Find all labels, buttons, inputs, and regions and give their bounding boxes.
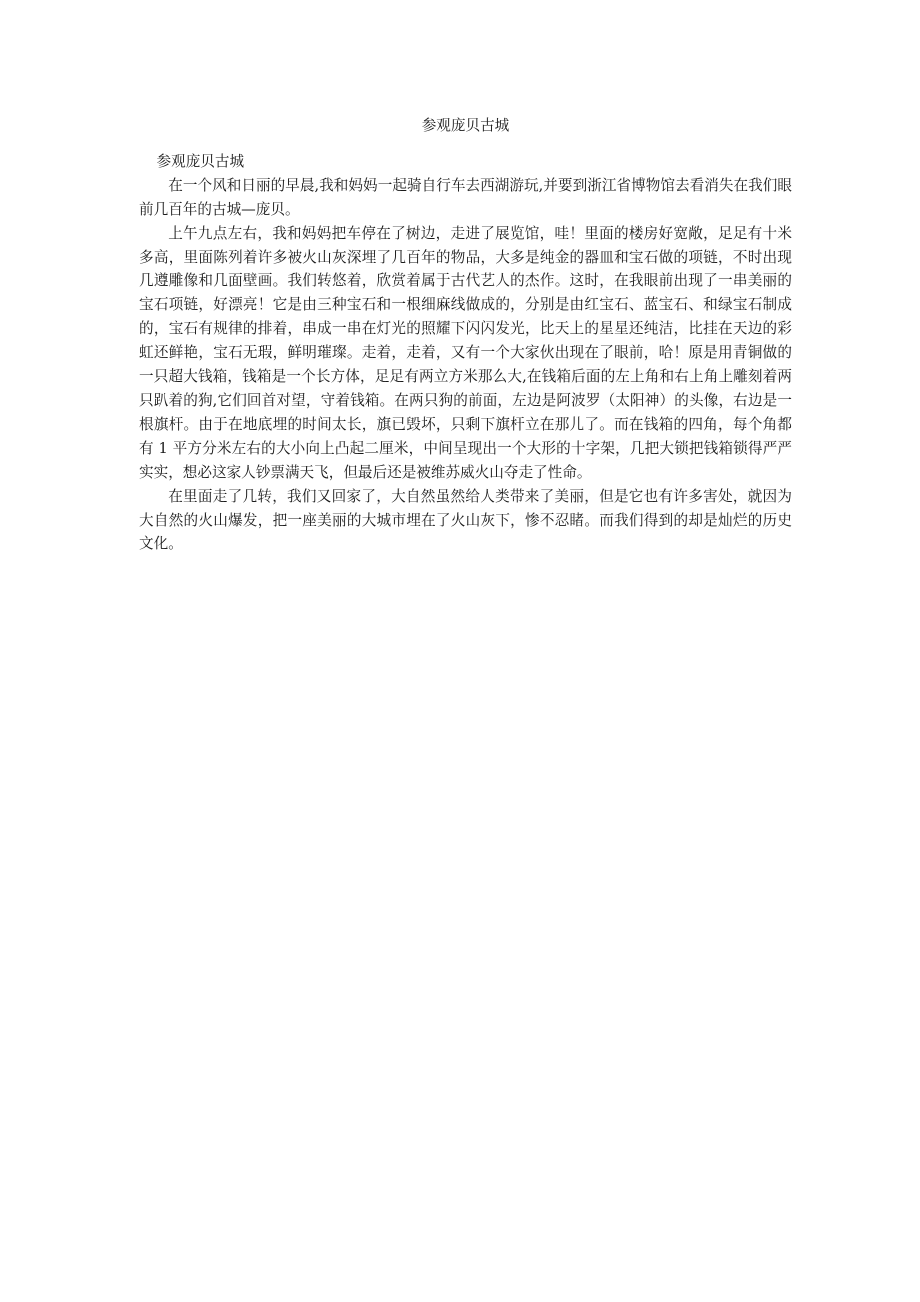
essay-subtitle: 参观庞贝古城 <box>156 152 245 170</box>
paragraph-intro: 在一个风和日丽的早晨,我和妈妈一起骑自行车去西湖游玩,并要到浙江省博物馆去看消失在我们眼前几百年的古城—庞贝。 <box>139 176 792 218</box>
document-title: 参观庞贝古城 <box>421 117 510 134</box>
document-body <box>139 114 792 556</box>
paragraph-conclusion: 在里面走了几转，我们又回家了，大自然虽然给人类带来了美丽，但是它也有许多害处，就因为大自然的火山爆发，把一座美丽的大城市埋在了火山灰下，惨不忍睹。而我们得到的却是灿烂的历史文化。 <box>139 487 792 553</box>
paragraph-museum-visit: 上午九点左右，我和妈妈把车停在了树边，走进了展览馆，哇！里面的楼房好宽敞，足足有十米多高，里面陈列着许多被火山灰深埋了几百年的物品，大多是纯金的器皿和宝石做的项链，不时出现几遵雕像和几面壁画。我们转悠着，欣赏着属于古代艺人的杰作。这时，在我眼前出现了一串美丽的宝石项链，好漂亮！它是由三种宝石和一根细麻线做成的，分别是由红宝石、蓝宝石、和绿宝石制成的，宝石有规律的排着，串成一串在灯光的照耀下闪闪发光，比天上的星星还纯洁，比挂在天边的彩虹还鲜艳，宝石无瑕，鲜明璀璨。走着，走着，又有一个大家伙出现在了眼前，哈！原是用青铜做的一只超大钱箱，钱箱是一个长方体，足足有两立方米那么大,在钱箱后面的左上角和右上角上雕刻着两只趴着的狗,它们回首对望，守着钱箱。在两只狗的前面，左边是阿波罗（太阳神）的头像，右边是一根旗杆。由于在地底埋的时间太长，旗已毁坏，只剩下旗杆立在那儿了。而在钱箱的四角，每个角都有 1 平方分米左右的大小向上凸起二厘米，中间呈现出一个大形的十字架，几把大锁把钱箱锁得严严实实，想必这家人钞票满天飞，但最后还是被维苏威火山夺走了性命。 <box>139 224 792 481</box>
